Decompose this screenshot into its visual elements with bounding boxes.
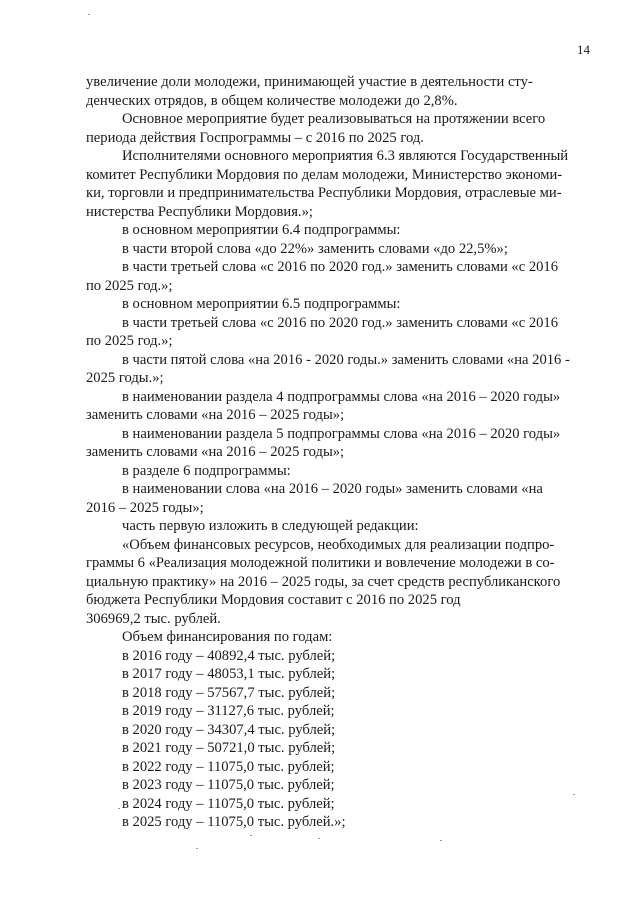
text-line: заменить словами «на 2016 – 2025 годы»; bbox=[86, 407, 345, 423]
text-line: в основном мероприятии 6.4 подпрограммы: bbox=[122, 222, 401, 238]
text-line: ки, торговли и предпринимательства Республики Мордовия, отраслевые ми- bbox=[86, 185, 562, 201]
text-line: в наименовании раздела 5 подпрограммы слова «на 2016 – 2020 годы» bbox=[122, 425, 561, 442]
text-line: периода действия Госпрограммы – с 2016 по 2025 год. bbox=[86, 129, 424, 146]
text-line: «Объем финансовых ресурсов, необходимых для реализации подпро- bbox=[122, 536, 555, 553]
financing-year-line: в 2025 году – 11075,0 тыс. рублей.»; bbox=[122, 814, 346, 830]
text-line: бюджета Республики Мордовия составит с 2016 по 2025 год bbox=[86, 592, 461, 608]
text-line: часть первую изложить в следующей редакции: bbox=[122, 518, 419, 534]
text-line: 2016 – 2025 годы»; bbox=[86, 499, 204, 516]
text-line: в разделе 6 подпрограммы: bbox=[122, 462, 291, 479]
scan-speck bbox=[88, 14, 90, 15]
text-line: в части второй слова «до 22%» заменить словами «до 22,5%»; bbox=[122, 240, 508, 257]
financing-year-line: в 2019 году – 31127,6 тыс. рублей; bbox=[122, 703, 335, 719]
financing-year-line: в 2022 году – 11075,0 тыс. рублей; bbox=[122, 758, 335, 775]
financing-year-line: в 2018 году – 57567,7 тыс. рублей; bbox=[122, 684, 336, 701]
financing-year-line: в 2024 году – 11075,0 тыс. рублей; bbox=[122, 795, 335, 812]
text-line: Основное мероприятие будет реализовываться на протяжении всего bbox=[122, 111, 546, 127]
scan-speck bbox=[440, 840, 442, 841]
text-line: заменить словами «на 2016 – 2025 годы»; bbox=[86, 444, 345, 460]
text-line: в наименовании слова «на 2016 – 2020 годы» заменить словами «на bbox=[122, 481, 543, 497]
text-line: в части третьей слова «с 2016 по 2020 год.» заменить словами «с 2016 bbox=[122, 314, 559, 331]
scan-speck bbox=[250, 835, 252, 836]
scan-speck bbox=[573, 794, 575, 795]
financing-year-line: в 2016 году – 40892,4 тыс. рублей; bbox=[122, 647, 336, 664]
text-line: по 2025 год.»; bbox=[86, 277, 173, 294]
text-line: увеличение доли молодежи, принимающей участие в деятельности сту- bbox=[86, 74, 533, 90]
text-line: Объем финансирования по годам: bbox=[122, 629, 333, 645]
scan-speck bbox=[118, 808, 120, 809]
text-line: Исполнителями основного мероприятия 6.3 являются Государственный bbox=[122, 148, 569, 164]
scan-speck bbox=[196, 848, 198, 849]
text-line: граммы 6 «Реализация молодежной политики и вовлечение молодежи в со- bbox=[86, 555, 555, 571]
text-line: циальную практику» на 2016 – 2025 годы, за счет средств республиканского bbox=[86, 573, 561, 590]
financing-year-line: в 2020 году – 34307,4 тыс. рублей; bbox=[122, 721, 336, 738]
text-line: денческих отрядов, в общем количестве молодежи до 2,8%. bbox=[86, 92, 458, 109]
text-line: в основном мероприятии 6.5 подпрограммы: bbox=[122, 296, 401, 312]
text-line: комитет Республики Мордовия по делам молодежи, Министерство экономи- bbox=[86, 166, 563, 183]
text-line: в наименовании раздела 4 подпрограммы слова «на 2016 – 2020 годы» bbox=[122, 388, 561, 405]
text-line: 2025 годы.»; bbox=[86, 370, 164, 386]
text-line: по 2025 год.»; bbox=[86, 333, 173, 349]
document-body bbox=[86, 73, 588, 832]
financing-year-line: в 2017 году – 48053,1 тыс. рублей; bbox=[122, 666, 336, 682]
text-line: нистерства Республики Мордовия.»; bbox=[86, 203, 313, 220]
text-line: в части пятой слова «на 2016 - 2020 годы.» заменить словами «на 2016 - bbox=[122, 351, 570, 368]
scan-speck bbox=[318, 838, 320, 839]
text-line: 306969,2 тыс. рублей. bbox=[86, 610, 221, 627]
financing-year-line: в 2023 году – 11075,0 тыс. рублей; bbox=[122, 777, 335, 793]
page-number: 14 bbox=[577, 42, 590, 57]
financing-year-line: в 2021 году – 50721,0 тыс. рублей; bbox=[122, 740, 336, 756]
text-line: в части третьей слова «с 2016 по 2020 год.» заменить словами «с 2016 bbox=[122, 259, 559, 275]
